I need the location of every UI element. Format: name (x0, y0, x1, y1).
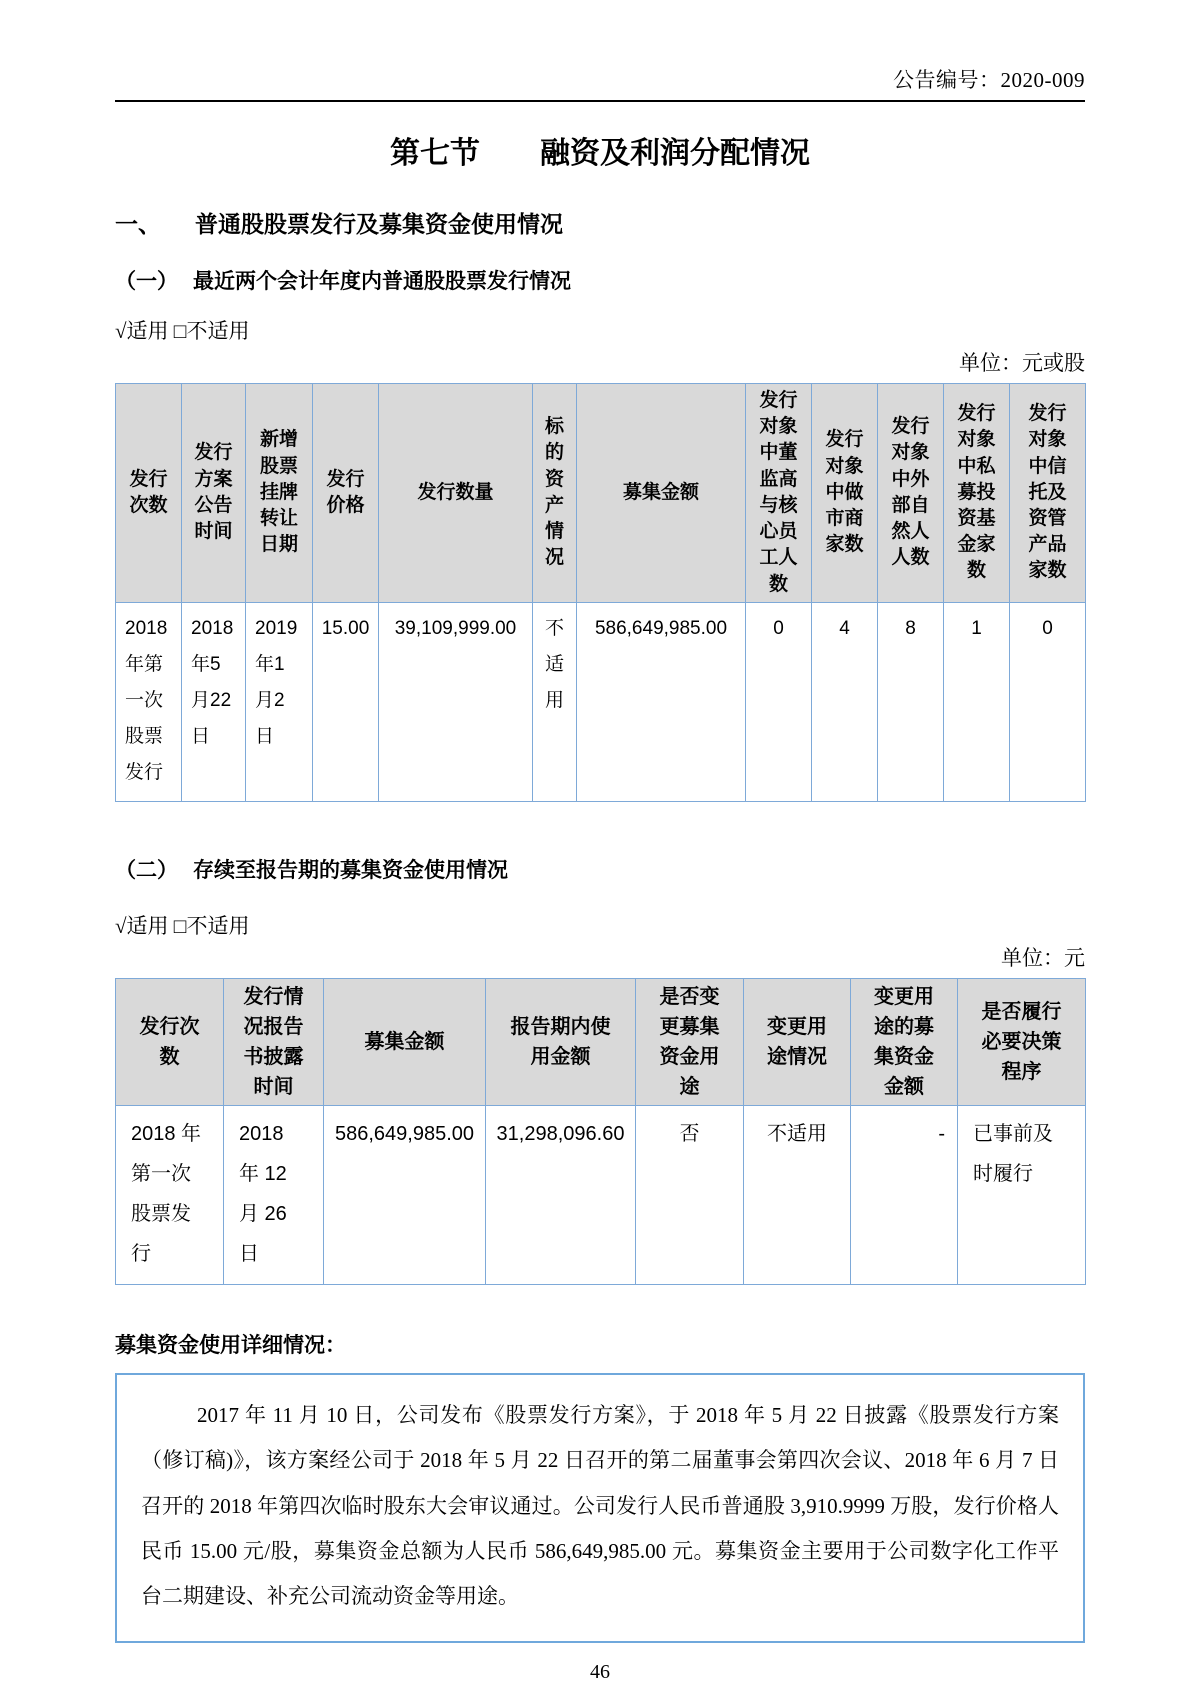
stock-issuance-table (115, 383, 1086, 802)
section-text: 普通股股票发行及募集资金使用情况 (195, 211, 563, 237)
table-cell: 已事前及时履行 (958, 1106, 1086, 1285)
table-cell: 15.00 (313, 602, 379, 801)
document-header (115, 64, 1085, 102)
column-header: 报告期内使用金额 (486, 979, 636, 1106)
column-header: 是否履行必要决策程序 (958, 979, 1086, 1106)
unit-label-2: 单位：元 (1001, 946, 1085, 971)
section-index: 一、 (115, 211, 161, 237)
column-header: 发行对象中私募投资基金家数 (944, 384, 1010, 603)
table-cell: 2018年第一次股票发行 (116, 602, 182, 801)
column-header: 募集金额 (324, 979, 486, 1106)
column-header: 发行对象中做市商家数 (812, 384, 878, 603)
table-cell: 不适用 (533, 602, 577, 801)
table-cell: 39,109,999.00 (379, 602, 533, 801)
page-number: 46 (590, 1660, 610, 1683)
subsection-1-text: 最近两个会计年度内普通股股票发行情况 (193, 270, 571, 293)
column-header: 发行次数 (116, 384, 182, 603)
unit-label-1: 单位：元或股 (959, 351, 1085, 375)
table-cell: 不适用 (744, 1106, 851, 1285)
table-cell: - (851, 1106, 958, 1285)
table-cell: 8 (878, 602, 944, 801)
subsection-1-heading (115, 265, 1085, 295)
notice-number: 公告编号：2020-009 (893, 68, 1085, 92)
fund-usage-table (115, 978, 1086, 1285)
detail-heading: 募集资金使用详细情况： (115, 1334, 346, 1358)
column-header: 发行对象中信托及资管产品家数 (1010, 384, 1086, 603)
table-row (116, 602, 1086, 801)
section-heading (115, 206, 1085, 239)
subsection-2-text: 存续至报告期的募集资金使用情况 (193, 859, 508, 883)
applicability-note-2: √适用 □不适用 (115, 914, 250, 939)
subsection-1-index: （一） (115, 270, 178, 293)
column-header: 发行对象中外部自然人人数 (878, 384, 944, 603)
column-header: 新增股票挂牌转让日期 (246, 384, 313, 603)
table-cell: 否 (636, 1106, 744, 1285)
table-cell: 586,649,985.00 (577, 602, 746, 801)
column-header: 发行对象中董监高与核心员工人数 (746, 384, 812, 603)
table-header-row (116, 384, 1086, 603)
table-cell: 0 (1010, 602, 1086, 801)
page-title: 第七节 融资及利润分配情况 (390, 137, 810, 170)
column-header: 发行数量 (379, 384, 533, 603)
column-header: 发行情况报告书披露时间 (224, 979, 324, 1106)
table-cell: 1 (944, 602, 1010, 801)
table-cell: 2018 年第一次股票发行 (116, 1106, 224, 1285)
table-cell: 2018年5月22日 (182, 602, 246, 801)
table-cell: 4 (812, 602, 878, 801)
table-cell: 2019年1月2日 (246, 602, 313, 801)
column-header: 发行方案公告时间 (182, 384, 246, 603)
table-cell: 2018 年 12 月 26 日 (224, 1106, 324, 1285)
column-header: 募集金额 (577, 384, 746, 603)
table-cell: 31,298,096.60 (486, 1106, 636, 1285)
table-header-row (116, 979, 1086, 1106)
subsection-2-heading (115, 854, 1085, 884)
detail-box (115, 1373, 1085, 1643)
detail-paragraph: 2017 年 11 月 10 日，公司发布《股票发行方案》，于 2018 年 5 月 22 日披露《股票发行方案（修订稿)》，该方案经公司于 2018 年 5 月 22 日召开的第二届董事会第四次会议、2018 年 6 月 7 日召开的 2018 年第四次临时股东大会审议通过。公司发行人民币普通股 3,910.9999 万股，发行价格人民币 15.00 元/股，募集资金总额为人民币 586,649,985.00 元。募集资金主要用于公司数字化工作平台二期建设、补充公司流动资金等用途。 (141, 1403, 1059, 1608)
column-header: 变更用途情况 (744, 979, 851, 1106)
column-header: 是否变更募集资金用途 (636, 979, 744, 1106)
column-header: 标的资产情况 (533, 384, 577, 603)
applicability-note-1: √适用 □不适用 (115, 319, 250, 343)
column-header: 变更用途的募集资金金额 (851, 979, 958, 1106)
column-header: 发行价格 (313, 384, 379, 603)
table-cell: 586,649,985.00 (324, 1106, 486, 1285)
column-header: 发行次数 (116, 979, 224, 1106)
subsection-2-index: （二） (115, 859, 178, 883)
table-row (116, 1106, 1086, 1285)
table-cell: 0 (746, 602, 812, 801)
